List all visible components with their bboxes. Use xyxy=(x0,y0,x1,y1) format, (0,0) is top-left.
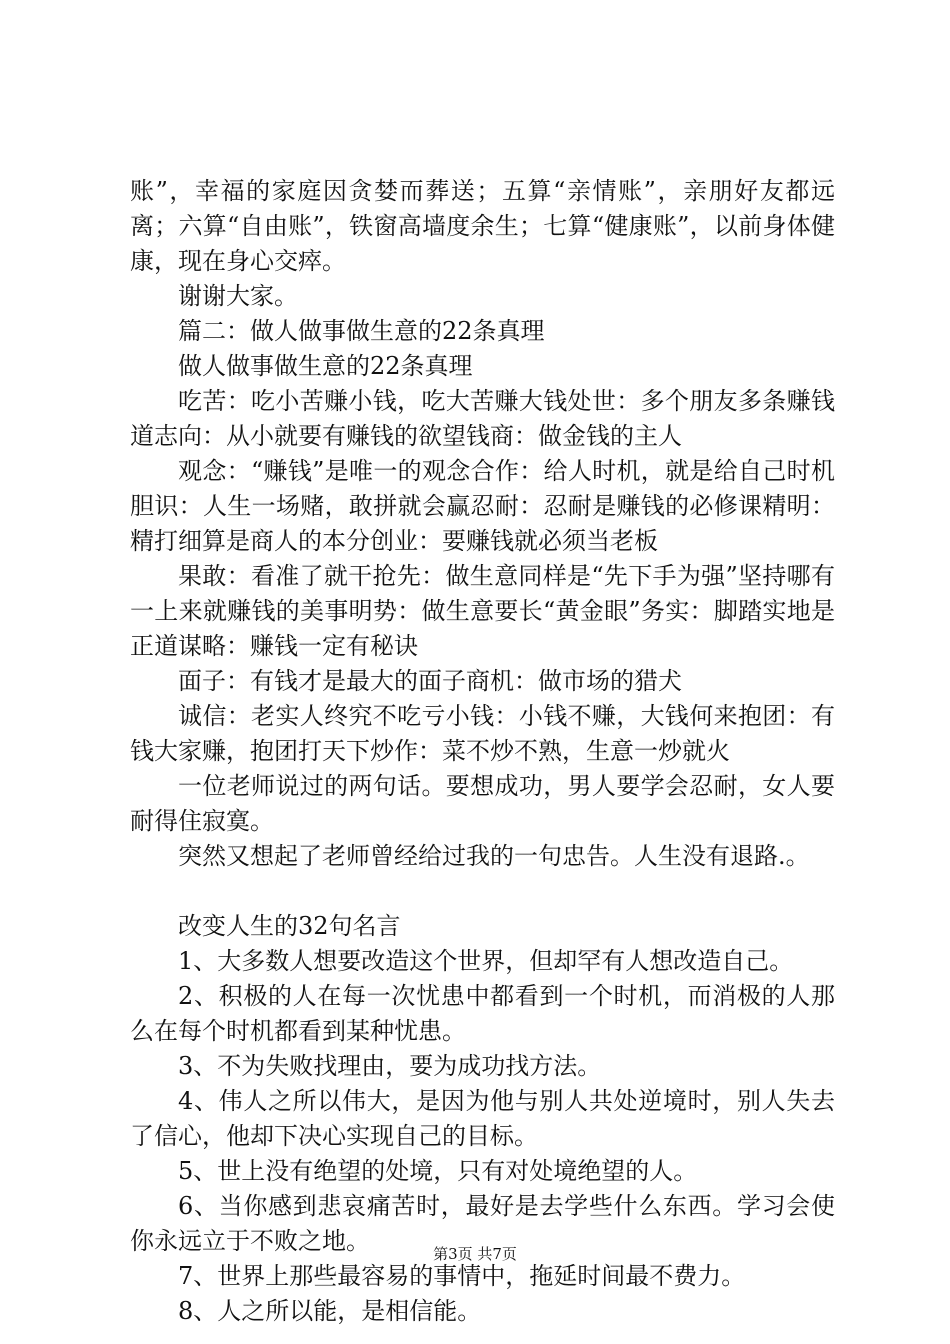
paragraph-chiku: 吃苦：吃小苦赚小钱，吃大苦赚大钱处世：多个朋友多条赚钱道志向：从小就要有赚钱的欲望钱商：做金钱的主人 xyxy=(130,387,835,450)
blank-line xyxy=(130,874,835,909)
quote-item: 4、伟人之所以伟大，是因为他与别人共处逆境时，别人失去了信心，他却下决心实现自己的目标。 xyxy=(130,1087,835,1150)
quote-item: 1、大多数人想要改造这个世界，但却罕有人想改造自己。 xyxy=(178,947,794,975)
section-heading: 篇二：做人做事做生意的22条真理 xyxy=(178,317,545,345)
page-number-footer: 第3页 共7页 xyxy=(433,1245,517,1263)
quote-item: 6、当你感到悲哀痛苦时，最好是去学些什么东西。学习会使你永远立于不败之地。 xyxy=(130,1192,835,1255)
quote-item: 3、不为失败找理由，要为成功找方法。 xyxy=(178,1052,602,1080)
paragraph-advice: 突然又想起了老师曾经给过我的一句忠告。人生没有退路.。 xyxy=(178,842,810,870)
quote-item: 5、世上没有绝望的处境，只有对处境绝望的人。 xyxy=(178,1157,698,1185)
paragraph-teacher-quote: 一位老师说过的两句话。要想成功，男人要学会忍耐，女人要耐得住寂寞。 xyxy=(130,772,835,835)
article-title: 做人做事做生意的22条真理 xyxy=(178,352,473,380)
section-heading-quotes: 改变人生的32句名言 xyxy=(178,912,401,940)
quote-item: 8、人之所以能，是相信能。 xyxy=(178,1297,482,1325)
quote-item: 7、世界上那些最容易的事情中，拖延时间最不费力。 xyxy=(178,1262,746,1290)
paragraph-continuation: 账”，幸福的家庭因贪婪而葬送；五算“亲情账”，亲朋好友都远离；六算“自由账”，铁窗高墙度余生；七算“健康账”，以前身体健康，现在身心交瘁。 xyxy=(130,177,835,275)
paragraph-mianzi: 面子：有钱才是最大的面子商机：做市场的猎犬 xyxy=(178,667,682,695)
document-body xyxy=(130,174,835,1329)
paragraph-guannian: 观念：“赚钱”是唯一的观念合作：给人时机，就是给自己时机胆识：人生一场赌，敢拼就会赢忍耐：忍耐是赚钱的必修课精明：精打细算是商人的本分创业：要赚钱就必须当老板 xyxy=(130,457,835,555)
paragraph-guogan: 果敢：看准了就干抢先：做生意同样是“先下手为强”坚持哪有一上来就赚钱的美事明势：做生意要长“黄金眼”务实：脚踏实地是正道谋略：赚钱一定有秘诀 xyxy=(130,562,835,660)
paragraph-thanks: 谢谢大家。 xyxy=(178,282,298,310)
paragraph-chengxin: 诚信：老实人终究不吃亏小钱：小钱不赚，大钱何来抱团：有钱大家赚，抱团打天下炒作：菜不炒不熟，生意一炒就火 xyxy=(130,702,835,765)
quote-item: 2、积极的人在每一次忧患中都看到一个时机，而消极的人那么在每个时机都看到某种忧患。 xyxy=(130,982,835,1045)
